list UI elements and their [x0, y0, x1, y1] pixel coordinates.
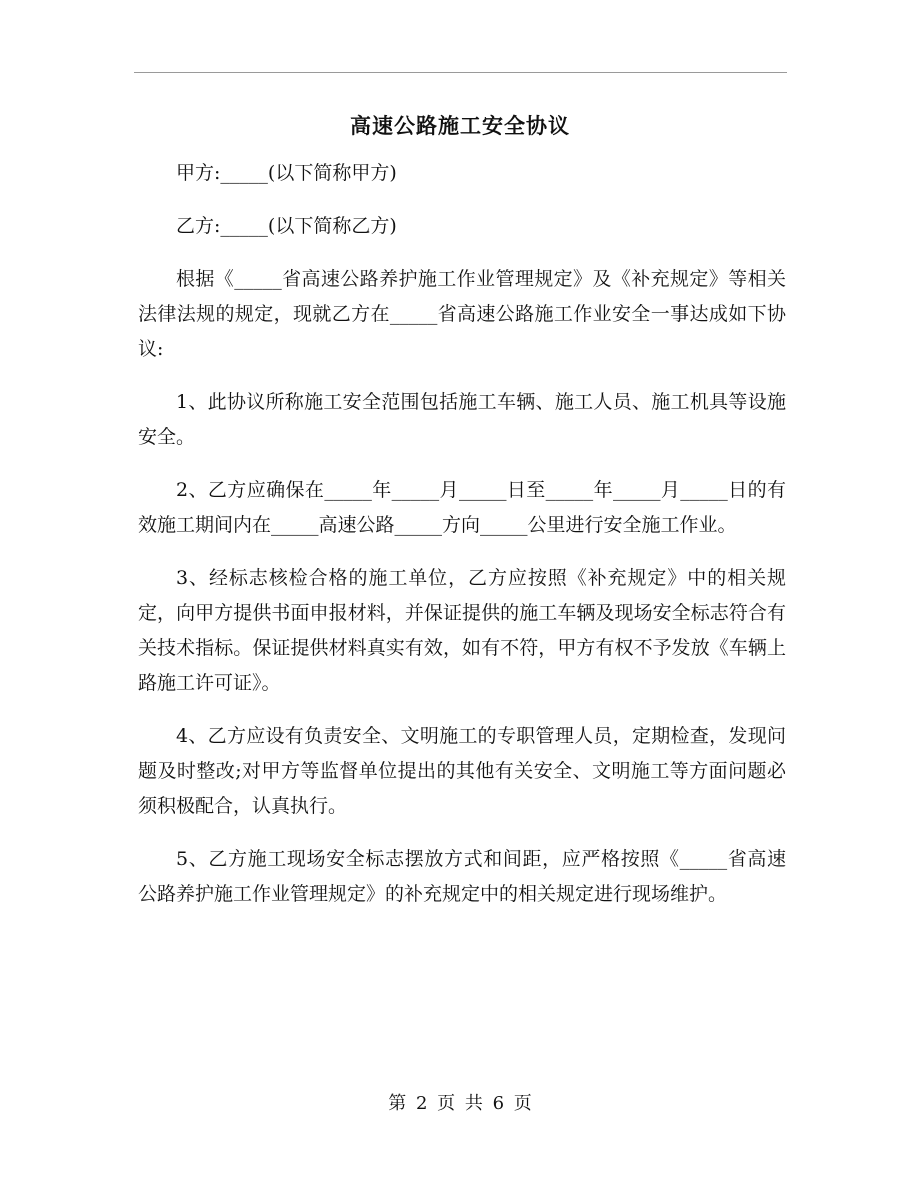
preamble-paragraph: 根据《_____省高速公路养护施工作业管理规定》及《补充规定》等相关法律法规的规定，现就乙方在_____省高速公路施工作业安全一事达成如下协议:: [138, 268, 786, 360]
document-title: 高速公路施工安全协议: [350, 113, 570, 138]
document-body: [138, 156, 786, 930]
page-number-footer: 第 2 页 共 6 页: [388, 1093, 532, 1114]
clause-3: 3、经标志核检合格的施工单位，乙方应按照《补充规定》中的相关规定，向甲方提供书面申报材料，并保证提供的施工车辆及现场安全标志符合有关技术指标。保证提供材料真实有效，如有不符，甲方有权不予发放《车辆上路施工许可证》。: [138, 567, 786, 694]
header-rule: [134, 72, 787, 73]
party-b-line: 乙方:_____(以下简称乙方): [176, 215, 397, 237]
clause-4: 4、乙方应设有负责安全、文明施工的专职管理人员，定期检查，发现问题及时整改;对甲方等监督单位提出的其他有关安全、文明施工等方面问题必须积极配合，认真执行。: [138, 725, 786, 817]
party-a-line: 甲方:_____(以下简称甲方): [176, 162, 397, 184]
clause-1: 1、此协议所称施工安全范围包括施工车辆、施工人员、施工机具等设施安全。: [138, 391, 786, 448]
clause-2: 2、乙方应确保在_____年_____月_____日至_____年_____月_____日的有效施工期间内在_____高速公路_____方向_____公里进行安全施工作业。: [138, 479, 786, 536]
clause-5: 5、乙方施工现场安全标志摆放方式和间距，应严格按照《_____省高速公路养护施工作业管理规定》的补充规定中的相关规定进行现场维护。: [138, 848, 786, 905]
